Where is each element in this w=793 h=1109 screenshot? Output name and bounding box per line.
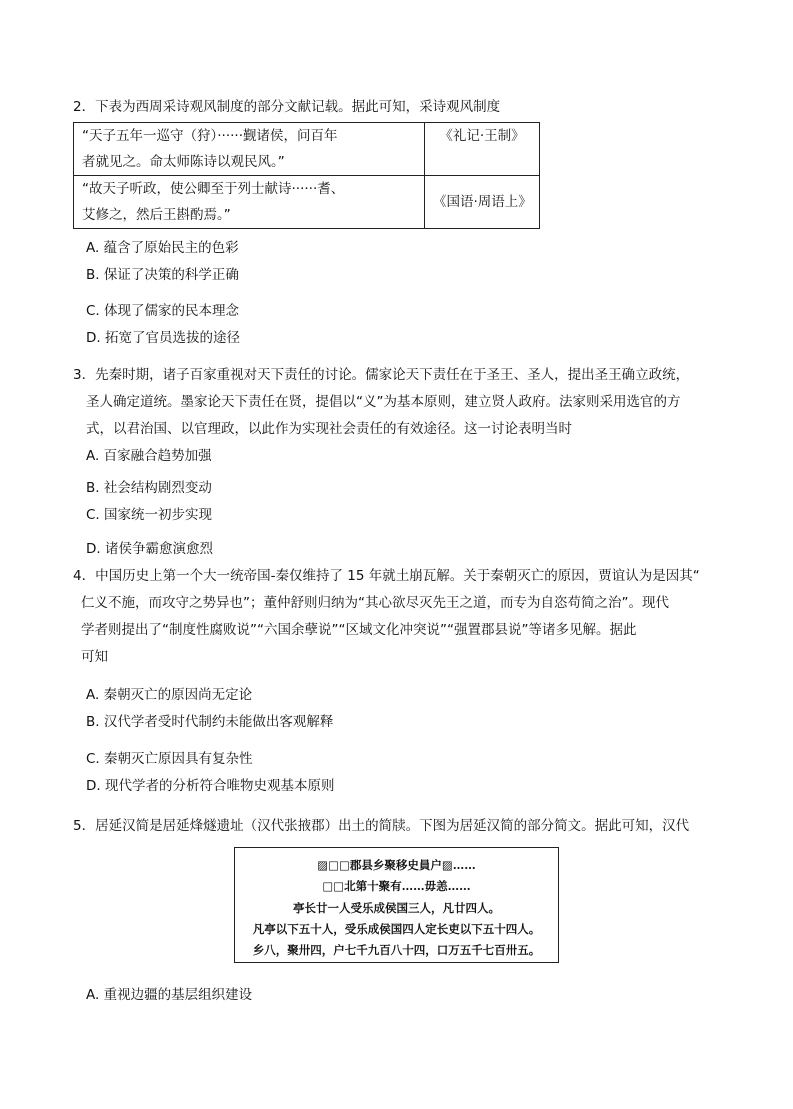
slip-line: 乡八，聚卅四，户七千九百八十四，口万五千七百卅五。	[252, 943, 541, 957]
source-label: 《国语·周语上》	[433, 194, 532, 210]
table-cell-quote	[74, 123, 425, 176]
option-b[interactable]: B. 社会结构剧烈变动	[86, 480, 212, 496]
quote-line: 艾修之，然后王斟酌焉。”	[82, 207, 231, 223]
question-4-stem-line: 学者则提出了“制度性腐败说”“六国余孽说”“区域文化冲突说”“强置郡县说”等诸多见解。据此	[81, 622, 637, 638]
slip-line: 亭长廿一人受乐成侯国三人，凡廿四人。	[293, 901, 500, 915]
table-cell-source	[425, 123, 540, 176]
option-c[interactable]: C. 国家统一初步实现	[86, 507, 213, 523]
option-a[interactable]: A. 重视边疆的基层组织建设	[86, 987, 253, 1003]
question-4-stem-line: 仁义不施，而攻守之势异也”；董仲舒则归纳为“其心欲尽灭先王之道，而专为自恣苟简之治”。现代	[81, 595, 669, 611]
question-3-stem-line: 圣人确定道统。墨家论天下责任在贤，提倡以“义”为基本原则，建立贤人政府。法家则采用选官的方	[86, 394, 681, 410]
slip-line: ▨□□郡县乡聚移史員户▨……	[317, 858, 476, 872]
table-cell-quote	[74, 176, 425, 229]
option-b[interactable]: B. 汉代学者受时代制约未能做出客观解释	[86, 714, 334, 730]
table-row	[74, 123, 540, 176]
bamboo-slip-transcription-figure	[234, 847, 559, 963]
question-4-stem-line: 4．中国历史上第一个大一统帝国-秦仅维持了 15 年就土崩瓦解。关于秦朝灭亡的原因，贾谊认为是因其“	[73, 568, 700, 584]
option-d[interactable]: D. 诸侯争霸愈演愈烈	[86, 541, 213, 557]
question-4-stem-line: 可知	[81, 649, 108, 665]
option-d[interactable]: D. 现代学者的分析符合唯物史观基本原则	[86, 778, 335, 794]
slip-line: 凡亭以下五十人，受乐成侯国四人定长吏以下五十四人。	[252, 922, 541, 936]
question-2-stem: 2．下表为西周采诗观风制度的部分文献记载。据此可知，采诗观风制度	[73, 99, 501, 115]
question-3-stem-line: 式，以君治国、以官理政，以此作为实现社会责任的有效途径。这一讨论表明当时	[86, 421, 572, 437]
question-5-stem: 5．居延汉简是居延烽燧遗址（汉代张掖郡）出土的简牍。下图为居延汉简的部分简文。据此可知，汉代	[73, 818, 690, 834]
quote-line: “故天子听政，使公卿至于列士献诗······耆、	[82, 181, 345, 197]
option-b[interactable]: B. 保证了决策的科学正确	[86, 267, 239, 283]
option-a[interactable]: A. 百家融合趋势加强	[86, 448, 212, 464]
source-label: 《礼记·王制》	[439, 128, 525, 144]
slip-line: □□北第十聚有……毋恙……	[322, 879, 471, 893]
question-3-stem-line: 3．先秦时期，诸子百家重视对天下责任的讨论。儒家论天下责任在于圣王、圣人，提出圣王确立政统，	[73, 367, 690, 383]
quote-line: “天子五年一巡守（狩）······觐诸侯，问百年	[82, 128, 338, 144]
question-2-source-table	[73, 122, 540, 229]
option-a[interactable]: A. 秦朝灭亡的原因尚无定论	[86, 687, 253, 703]
option-d[interactable]: D. 拓宽了官员选拔的途径	[86, 330, 240, 346]
option-c[interactable]: C. 体现了儒家的民本理念	[86, 303, 240, 319]
option-c[interactable]: C. 秦朝灭亡原因具有复杂性	[86, 751, 253, 767]
option-a[interactable]: A. 蕴含了原始民主的色彩	[86, 240, 239, 256]
table-row	[74, 176, 540, 229]
table-cell-source	[425, 176, 540, 229]
quote-line: 者就见之。命太师陈诗以观民风。”	[82, 154, 285, 170]
